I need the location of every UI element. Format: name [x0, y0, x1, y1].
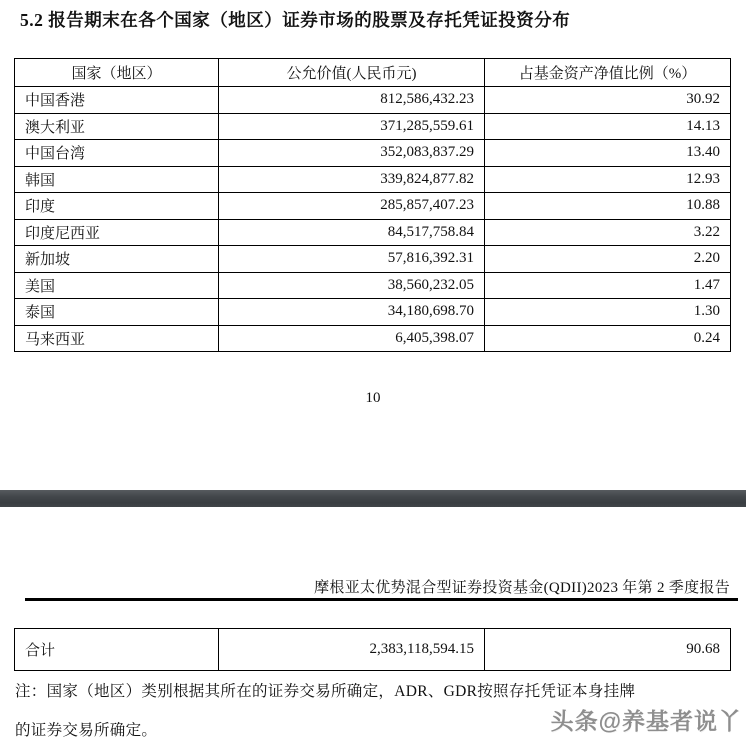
header-rule	[25, 598, 738, 601]
table-row	[15, 166, 731, 193]
fair-value-cell: 34,180,698.70	[219, 299, 485, 326]
table-header-row	[15, 59, 731, 87]
country-cell: 中国台湾	[15, 140, 219, 167]
country-cell: 泰国	[15, 299, 219, 326]
pct-cell: 3.22	[485, 219, 731, 246]
country-cell: 美国	[15, 272, 219, 299]
fair-value-cell: 6,405,398.07	[219, 325, 485, 352]
pct-cell: 10.88	[485, 193, 731, 220]
country-cell: 韩国	[15, 166, 219, 193]
fair-value-cell: 285,857,407.23	[219, 193, 485, 220]
pct-cell: 1.47	[485, 272, 731, 299]
country-table-body	[15, 87, 731, 352]
fair-value-cell: 371,285,559.61	[219, 113, 485, 140]
table-row	[15, 246, 731, 273]
report-header: 摩根亚太优势混合型证券投资基金(QDII)2023 年第 2 季度报告	[314, 580, 730, 596]
country-cell: 新加坡	[15, 246, 219, 273]
table-row	[15, 113, 731, 140]
pct-cell: 1.30	[485, 299, 731, 326]
fair-value-cell: 57,816,392.31	[219, 246, 485, 273]
investment-distribution-table	[14, 58, 731, 352]
total-value-cell: 2,383,118,594.15	[219, 629, 485, 671]
fair-value-cell: 84,517,758.84	[219, 219, 485, 246]
country-cell: 印度尼西亚	[15, 219, 219, 246]
page-break-separator	[0, 490, 746, 507]
total-row	[15, 629, 731, 671]
fair-value-cell: 352,083,837.29	[219, 140, 485, 167]
fair-value-cell: 38,560,232.05	[219, 272, 485, 299]
pct-cell: 30.92	[485, 87, 731, 114]
table-row	[15, 140, 731, 167]
fair-value-cell: 812,586,432.23	[219, 87, 485, 114]
total-table	[14, 628, 731, 671]
table-row	[15, 87, 731, 114]
country-cell: 印度	[15, 193, 219, 220]
pct-cell: 14.13	[485, 113, 731, 140]
table-row	[15, 272, 731, 299]
country-cell: 中国香港	[15, 87, 219, 114]
page-number: 10	[365, 390, 381, 406]
pct-cell: 2.20	[485, 246, 731, 273]
footnote-line-1: 注：国家（地区）类别根据其所在的证券交易所确定，ADR、GDR按照存托凭证本身挂牌	[15, 683, 636, 700]
pct-cell: 0.24	[485, 325, 731, 352]
table-row	[15, 325, 731, 352]
footnote-line-2: 的证券交易所确定。	[15, 722, 158, 739]
watermark-text: 头条@养基者说丫	[550, 708, 742, 734]
pct-cell: 12.93	[485, 166, 731, 193]
total-pct-cell: 90.68	[485, 629, 731, 671]
fair-value-cell: 339,824,877.82	[219, 166, 485, 193]
country-cell: 马来西亚	[15, 325, 219, 352]
table-row	[15, 219, 731, 246]
country-cell: 澳大利亚	[15, 113, 219, 140]
total-label-cell: 合计	[15, 629, 219, 671]
table-row	[15, 193, 731, 220]
pct-cell: 13.40	[485, 140, 731, 167]
header-country: 国家（地区）	[15, 59, 219, 87]
table-row	[15, 299, 731, 326]
section-heading: 5.2 报告期末在各个国家（地区）证券市场的股票及存托凭证投资分布	[20, 10, 571, 30]
header-fair-value: 公允价值(人民币元)	[219, 59, 485, 87]
header-net-asset-pct: 占基金资产净值比例（%）	[485, 59, 731, 87]
